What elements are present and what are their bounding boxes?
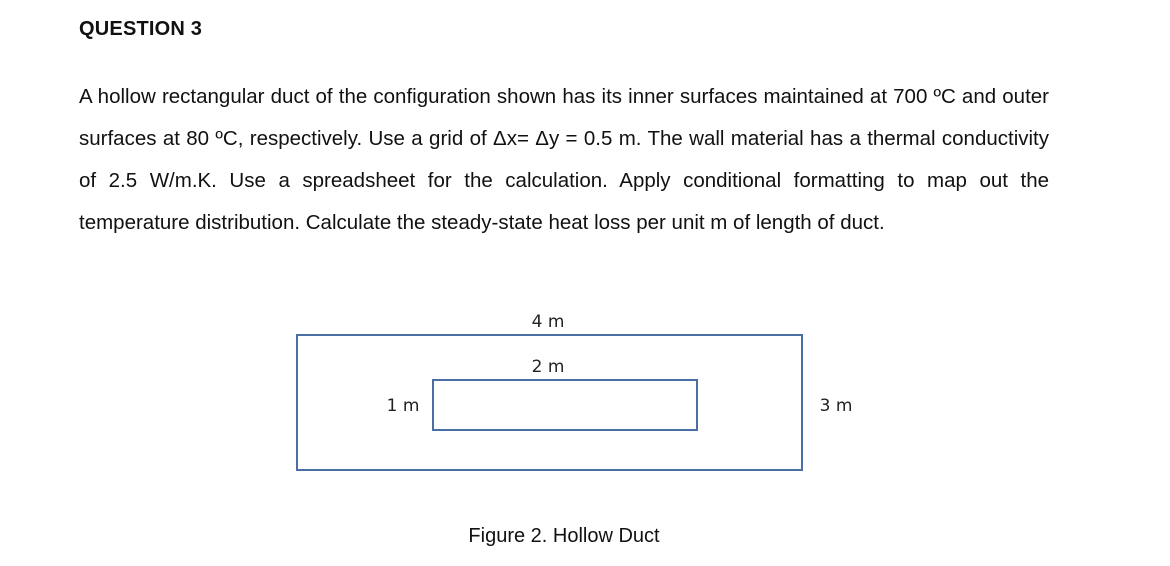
inner-rectangle (433, 380, 697, 430)
outer-rectangle (297, 335, 802, 470)
question-paragraph: A hollow rectangular duct of the configuration shown has its inner surfaces maintained at 700 ºC and outer surfaces at 80 ºC, respectively. Use a grid of Δx= Δy = 0.5 m. The wall material has a thermal conductivity of 2.5 W/m.K. Use a spreadsheet for the calculation. Apply conditional formatting to map out the temperature distribution. Calculate the steady-state heat loss per unit m of length of duct. (79, 85, 1049, 234)
inner-width-label: 2 m (531, 357, 565, 377)
question-heading: QUESTION 3 (79, 18, 203, 40)
figure-caption: Figure 2. Hollow Duct (468, 525, 660, 547)
inner-height-label: 1 m (386, 396, 420, 416)
outer-width-label: 4 m (531, 312, 565, 332)
outer-height-label: 3 m (819, 396, 853, 416)
